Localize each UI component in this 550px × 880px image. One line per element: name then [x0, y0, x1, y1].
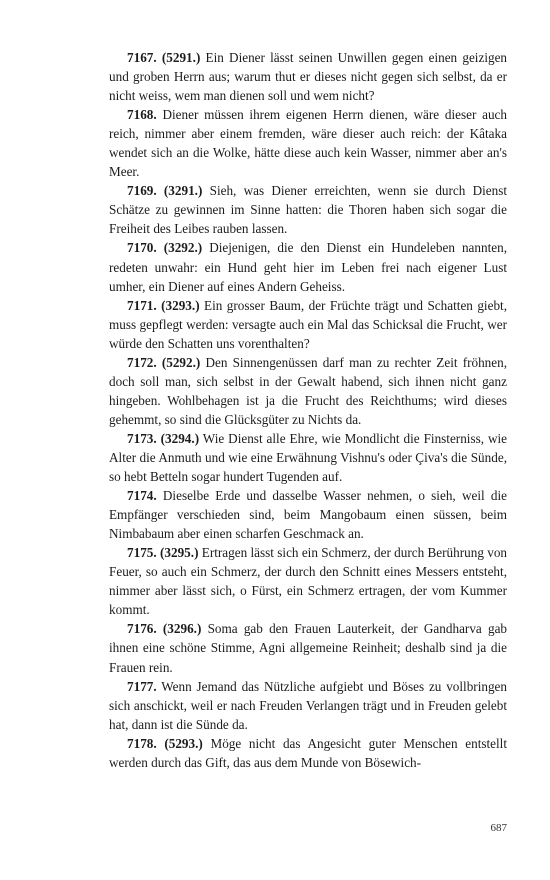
entry-text: Diener müssen ihrem eigenen Herrn dienen, wäre dieser auch reich, nimmer aber einem fremden, wäre dieser auch reich: der Kâtaka wendet sich an die Wolke, hätte diese auch kein Wasser, nimmer aber an's Meer.	[109, 107, 508, 180]
entry-ref: (3293.)	[161, 297, 200, 313]
entry-number: 7167.	[127, 50, 157, 65]
entry-number: 7173.	[127, 430, 157, 446]
entry-number: 7171.	[127, 297, 157, 313]
entry-7174	[109, 486, 507, 543]
page-number: 687	[490, 822, 507, 834]
entry-text: Diejenigen, die den Dienst ein Hundeleben nannten, redeten unwahr: ein Hund geht hier im Leben frei nach eigener Lust umher, ein Diener auf eines Andern Geheiss.	[109, 240, 507, 294]
entry-7170	[109, 238, 507, 295]
entry-text: Ertragen lässt sich ein Schmerz, der durch Berührung von Feuer, so auch ein Schmerz, der durch den Schnitt eines Messers entsteht, nimmer aber lässt sich, o Fürst, ein Schmerz ertragen, der vom Kummer kommt.	[109, 545, 508, 618]
entry-number: 7170.	[127, 240, 157, 256]
entry-number: 7178.	[127, 735, 157, 751]
entry-7168	[109, 105, 507, 181]
entry-number: 7172.	[127, 354, 157, 370]
entry-ref: (5292.)	[161, 354, 201, 370]
entry-7178	[109, 734, 507, 772]
entry-7171	[109, 296, 507, 353]
entry-7173	[109, 429, 507, 486]
entry-text: Den Sinnengenüssen darf man zu rechter Zeit fröhnen, doch soll man, sich selbst in der Gewalt habend, sich ihnen nicht ganz hingeben. Wohlbehagen ist ja die Frucht des Reichthums; wird dieses gehemmt, so sind die Glücksgüter zu Nichts da.	[109, 354, 507, 427]
entry-ref: (3292.)	[163, 240, 203, 256]
entry-text: Möge nicht das Angesicht guter Menschen entstellt werden durch das Gift, das aus dem Munde von Bösewich-	[109, 735, 507, 770]
entry-ref: (3295.)	[160, 545, 199, 561]
entry-number: 7176.	[127, 621, 157, 637]
entry-7175	[109, 543, 507, 619]
text-block	[109, 48, 507, 772]
entry-number: 7174.	[127, 488, 157, 504]
entry-number: 7175.	[127, 545, 157, 561]
entry-7172	[109, 353, 507, 429]
entry-7167	[109, 48, 507, 105]
entry-7169	[109, 181, 507, 238]
entry-text: Ein Diener lässt seinen Unwillen gegen einen geizigen und groben Herrn aus; warum thut er dieses nicht gegen sich selbst, da er nicht weiss, wem man dienen soll und wem nicht?	[109, 50, 508, 104]
entry-text: Wie Dienst alle Ehre, wie Mondlicht die Finsterniss, wie Alter die Anmuth und wie eine Erwähnung Vishnu's oder Çiva's die Sünde, so hebt Betteln sogar hundert Tugenden auf.	[109, 430, 508, 485]
entry-ref: (3294.)	[160, 430, 200, 446]
entry-7177	[109, 677, 507, 734]
entry-text: Sieh, was Diener erreichten, wenn sie durch Dienst Schätze zu gewinnen im Sinne hatten: die Thoren haben sich sogar die Freiheit des Leibes rauben lassen.	[109, 183, 508, 237]
entry-number: 7169.	[127, 183, 157, 199]
entry-number: 7177.	[127, 678, 157, 694]
entry-ref: (3291.)	[163, 183, 203, 199]
entry-7176	[109, 619, 507, 676]
entry-text: Ein grosser Baum, der Früchte trägt und Schatten giebt, muss gepflegt werden: versagte auch ein Mal das Schicksal die Frucht, wer würde den Schatten uns vorenthalten?	[109, 297, 508, 351]
entry-text: Soma gab den Frauen Lauterkeit, der Gandharva gab ihnen eine schöne Stimme, Agni allgemeine Reinheit; deshalb sind ja die Frauen rein.	[109, 621, 508, 675]
entry-ref: (5293.)	[164, 735, 203, 751]
entry-ref: (5291.)	[161, 50, 201, 65]
entry-text: Wenn Jemand das Nützliche aufgiebt und Böses zu vollbringen sich anschickt, weil er nach Freuden Verlangen trägt und in Freuden gelebt hat, dann ist die Sünde da.	[109, 678, 507, 732]
entry-ref: (3296.)	[162, 621, 202, 637]
entry-number: 7168.	[127, 107, 157, 123]
entry-text: Dieselbe Erde und dasselbe Wasser nehmen, o sieh, weil die Empfänger verschieden sind, beim Mangobaum einen süssen, beim Nimbabaum aber einen scharfen Geschmack an.	[109, 488, 507, 542]
